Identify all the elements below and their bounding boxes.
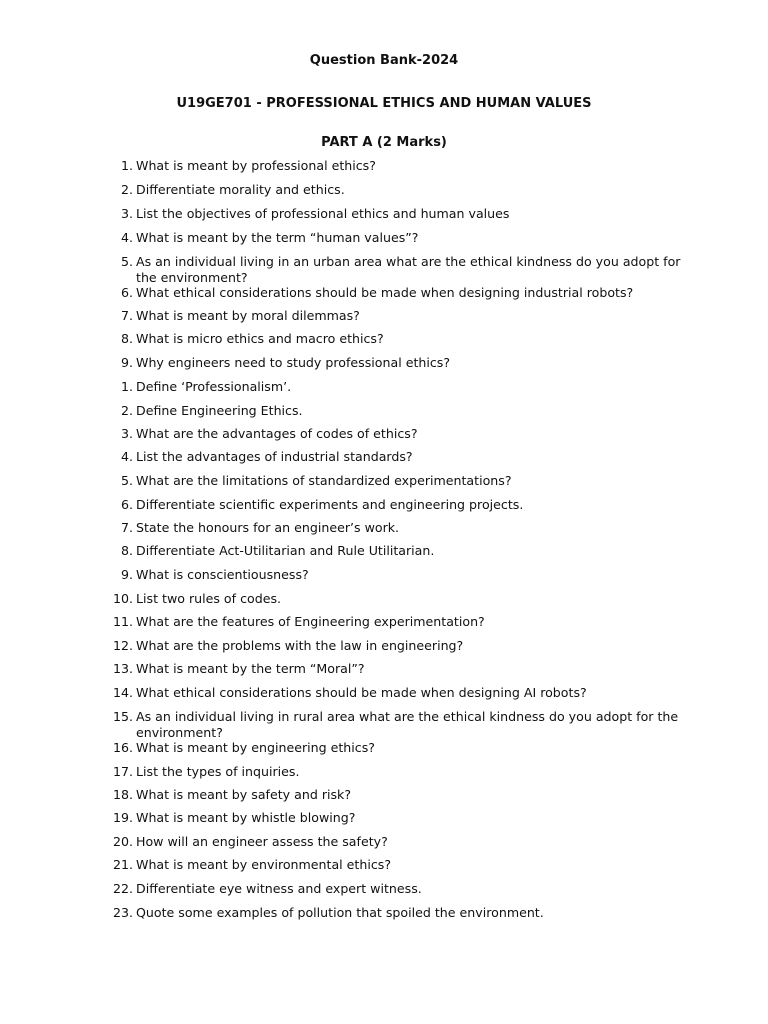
question-number: 5.: [120, 254, 133, 269]
question-text: What are the limitations of standardized experimentations?: [136, 473, 512, 488]
question-number: 12.: [112, 638, 133, 653]
question-text: What is meant by safety and risk?: [136, 787, 352, 802]
question-number: 19.: [112, 810, 133, 825]
question-text: As an individual living in an urban area what are the ethical kindness do you adopt for the environment?: [136, 254, 681, 285]
question-number: 8.: [120, 543, 133, 558]
question-number: 2.: [120, 403, 133, 418]
question-text: As an individual living in rural area what are the ethical kindness do you adopt for the environment?: [136, 709, 679, 740]
question-text: List the objectives of professional ethics and human values: [136, 206, 510, 221]
question-number: 9.: [120, 355, 133, 370]
question-text: What is micro ethics and macro ethics?: [136, 331, 384, 346]
question-text: What are the features of Engineering experimentation?: [136, 614, 485, 629]
question-text: List the advantages of industrial standards?: [136, 449, 413, 464]
question-text: Define Engineering Ethics.: [136, 403, 303, 418]
section-title: PART A (2 Marks): [321, 135, 447, 150]
question-text: What is meant by the term “human values”?: [136, 230, 419, 245]
question-number: 22.: [112, 881, 133, 896]
question-number: 23.: [112, 905, 133, 920]
question-text: What is meant by the term “Moral”?: [136, 661, 365, 676]
question-text: Differentiate Act-Utilitarian and Rule Utilitarian.: [136, 543, 435, 558]
question-number: 21.: [112, 857, 133, 872]
question-text: Define ‘Professionalism’.: [136, 379, 292, 394]
question-text: What are the advantages of codes of ethics?: [136, 426, 418, 441]
question-number: 4.: [120, 449, 133, 464]
question-number: 6.: [120, 497, 133, 512]
course-title: U19GE701 - PROFESSIONAL ETHICS AND HUMAN VALUES: [176, 96, 592, 111]
question-text: What are the problems with the law in engineering?: [136, 638, 464, 653]
question-number: 13.: [112, 661, 133, 676]
question-text: How will an engineer assess the safety?: [136, 834, 388, 849]
question-number: 11.: [112, 614, 133, 629]
question-number: 14.: [112, 685, 133, 700]
question-text: What is meant by engineering ethics?: [136, 740, 375, 755]
question-number: 20.: [112, 834, 133, 849]
question-text: List two rules of codes.: [136, 591, 282, 606]
question-number: 4.: [120, 230, 133, 245]
question-text: Differentiate scientific experiments and engineering projects.: [136, 497, 524, 512]
question-text: Differentiate morality and ethics.: [136, 182, 345, 197]
question-text: What is meant by environmental ethics?: [136, 857, 392, 872]
question-number: 9.: [120, 567, 133, 582]
question-number: 8.: [120, 331, 133, 346]
question-text: Differentiate eye witness and expert witness.: [136, 881, 422, 896]
question-number: 6.: [120, 285, 133, 300]
question-text: What is meant by whistle blowing?: [136, 810, 356, 825]
question-number: 3.: [120, 426, 133, 441]
question-text: What is meant by professional ethics?: [136, 158, 376, 173]
question-text: What ethical considerations should be made when designing AI robots?: [136, 685, 587, 700]
question-number: 5.: [120, 473, 133, 488]
document-title: Question Bank-2024: [309, 53, 459, 68]
question-text: Quote some examples of pollution that spoiled the environment.: [136, 905, 544, 920]
question-number: 1.: [120, 379, 133, 394]
question-number: 10.: [112, 591, 133, 606]
question-number: 18.: [112, 787, 133, 802]
question-text: What is meant by moral dilemmas?: [136, 308, 360, 323]
question-number: 1.: [120, 158, 133, 173]
question-number: 7.: [120, 308, 133, 323]
question-number: 15.: [112, 709, 133, 724]
question-number: 2.: [120, 182, 133, 197]
question-number: 16.: [112, 740, 133, 755]
question-text: Why engineers need to study professional ethics?: [136, 355, 451, 370]
question-text: What is conscientiousness?: [136, 567, 309, 582]
question-text: List the types of inquiries.: [136, 764, 300, 779]
question-number: 17.: [112, 764, 133, 779]
question-text: State the honours for an engineer’s work.: [136, 520, 400, 535]
question-number: 3.: [120, 206, 133, 221]
question-number: 7.: [120, 520, 133, 535]
question-text: What ethical considerations should be made when designing industrial robots?: [136, 285, 634, 300]
